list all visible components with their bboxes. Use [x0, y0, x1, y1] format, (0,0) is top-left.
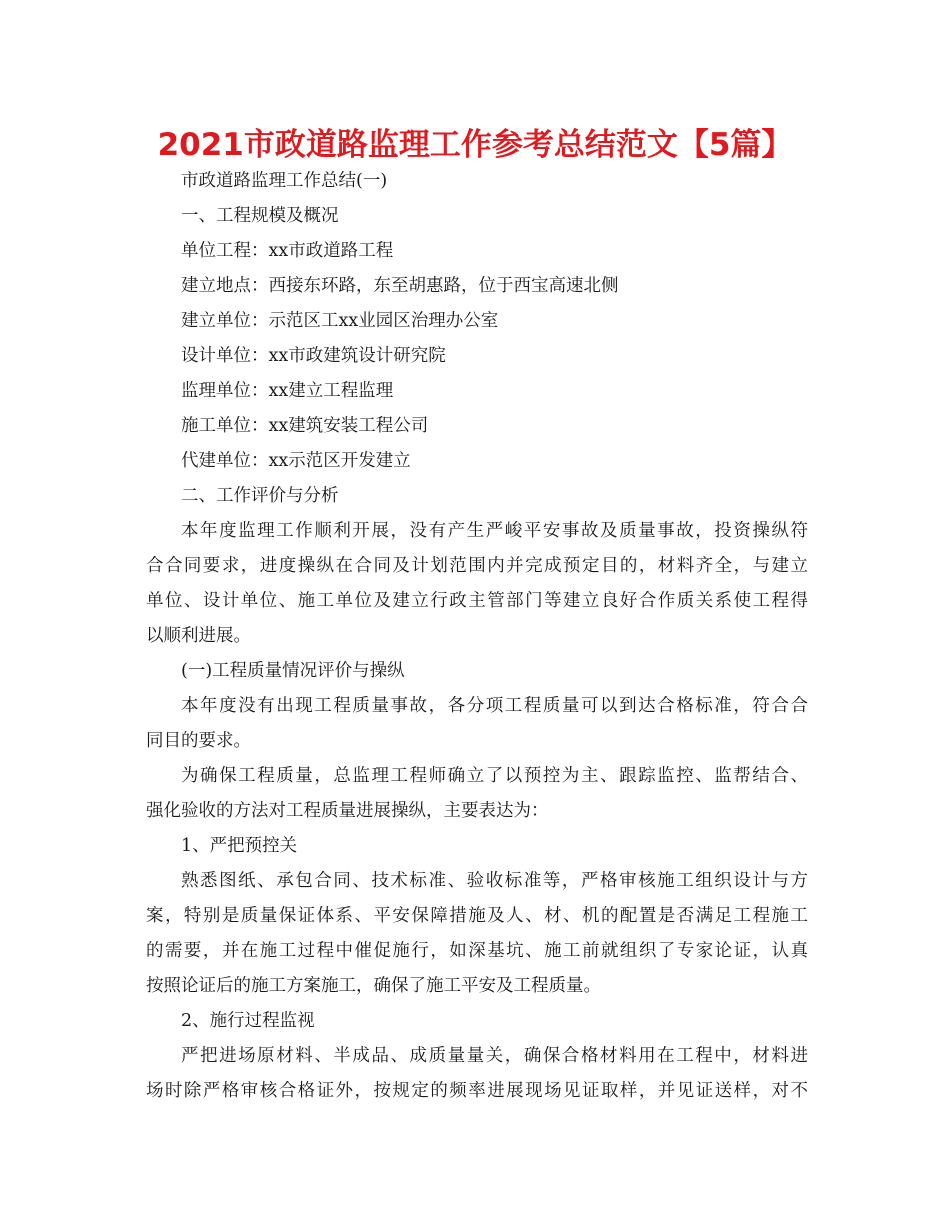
- paragraph-line: 熟悉图纸、承包合同、技术标准、验收标准等，严格审核施工组织设计与方: [181, 871, 808, 891]
- paragraph-line: 案，特别是质量保证体系、平安保障措施及人、材、机的配置是否满足工程施工: [146, 906, 808, 926]
- paragraph-line: 设计单位：xx市政建筑设计研究院: [181, 346, 446, 366]
- paragraph-line: 严把进场原材料、半成品、成质量量关，确保合格材料用在工程中，材料进: [181, 1046, 808, 1066]
- paragraph-line: 监理单位：xx建立工程监理: [181, 381, 394, 401]
- section-heading: 二、工作评价与分析: [181, 486, 339, 506]
- paragraph-line: 建立地点：西接东环路，东至胡惠路，位于西宝高速北侧: [181, 276, 619, 296]
- paragraph-line: 同目的要求。: [146, 731, 251, 751]
- paragraph-line: 以顺利进展。: [146, 626, 251, 646]
- paragraph-line: 单位、设计单位、施工单位及建立行政主管部门等建立良好合作质关系使工程得: [146, 591, 808, 611]
- document-body: [146, 164, 808, 1109]
- section-heading: 一、工程规模及概况: [181, 206, 339, 226]
- paragraph-line: 按照论证后的施工方案施工，确保了施工平安及工程质量。: [146, 976, 601, 996]
- paragraph-line: 建立单位：示范区工xx业园区治理办公室: [181, 311, 499, 331]
- document-title: 2021市政道路监理工作参考总结范文【5篇】: [157, 127, 793, 163]
- paragraph-line: 的需要，并在施工过程中催促施行，如深基坑、施工前就组织了专家论证，认真: [146, 941, 808, 961]
- paragraph-line: 施工单位：xx建筑安装工程公司: [181, 416, 429, 436]
- paragraph-line: 合合同要求，进度操纵在合同及计划范围内并完成预定目的，材料齐全，与建立: [146, 556, 808, 576]
- paragraph-line: 场时除严格审核合格证外，按规定的频率进展现场见证取样，并见证送样，对不: [146, 1081, 808, 1101]
- subsection-heading: 2、施行过程监视: [181, 1011, 315, 1031]
- paragraph-line: 市政道路监理工作总结(一): [181, 171, 388, 191]
- subsection-heading: 1、严把预控关: [181, 836, 298, 856]
- paragraph-line: 单位工程：xx市政道路工程: [181, 241, 394, 261]
- paragraph-line: 为确保工程质量，总监理工程师确立了以预控为主、跟踪监控、监帮结合、: [181, 766, 808, 786]
- subsection-heading: (一)工程质量情况评价与操纵: [181, 661, 405, 681]
- paragraph-line: 本年度没有出现工程质量事故，各分项工程质量可以到达合格标准，符合合: [181, 696, 808, 716]
- paragraph-line: 代建单位：xx示范区开发建立: [181, 451, 411, 471]
- paragraph-line: 强化验收的方法对工程质量进展操纵，主要表达为：: [146, 801, 549, 821]
- paragraph-line: 本年度监理工作顺利开展，没有产生严峻平安事故及质量事故，投资操纵符: [181, 521, 808, 541]
